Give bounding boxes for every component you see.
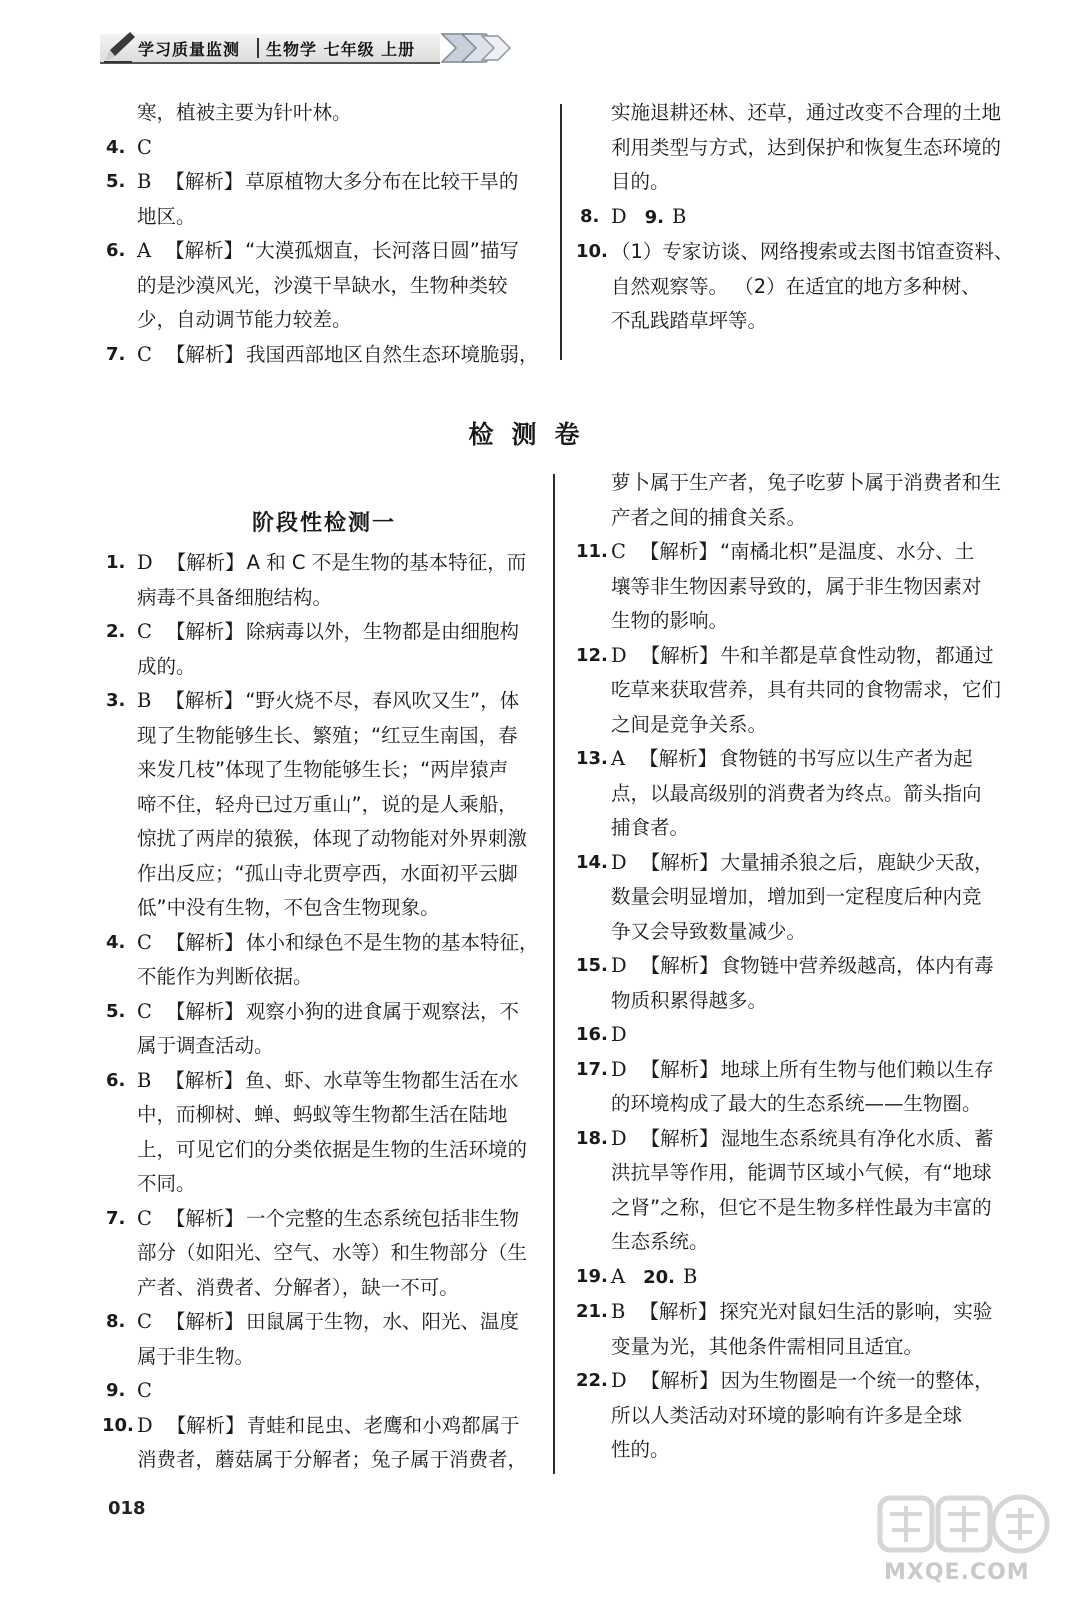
item-number: 3. [106, 690, 126, 711]
analysis-text: 地球上所有生物与他们赖以生存 [720, 1057, 994, 1081]
item-number: 11. [576, 541, 608, 562]
analysis-text: 观察小狗的进食属于观察法，不 [245, 999, 519, 1023]
item-number: 8. [106, 1311, 126, 1332]
analysis-tag: 【解析】 [165, 1310, 244, 1333]
item-number: 8. [580, 205, 600, 227]
analysis-text: 牛和羊都是草食性动物，都通过 [720, 643, 994, 667]
analysis-text: “南橘北枳”是温度、水分、土 [719, 540, 975, 563]
header-series-title: 学习质量监测 [138, 40, 241, 59]
analysis-tag: 【解析】 [639, 1300, 718, 1323]
item-answer: D [611, 1023, 627, 1046]
analysis-text: 除病毒以外，生物都是由细胞构 [245, 620, 519, 643]
answer-text: 自然观察等。 （2）在适宜的地方多种树、 [611, 274, 981, 298]
answer-item [106, 131, 542, 166]
continuation-text: 寒，植被主要为针叶林。 [137, 101, 352, 124]
analysis-text: 一个完整的生态系统包括非生物 [245, 1206, 519, 1230]
bottom-left-column [102, 506, 542, 1478]
page-number: 018 [108, 1498, 146, 1519]
item-answer: D [611, 1057, 627, 1081]
item-answer: D [611, 1369, 627, 1392]
item-number: 4. [106, 931, 126, 953]
continuation-line: 目的。 [611, 170, 670, 193]
item-number: 5. [106, 1000, 126, 1022]
item-number: 19. [576, 1265, 608, 1287]
page-header [100, 26, 540, 70]
answer-item [576, 639, 1020, 743]
item-number: 22. [576, 1370, 608, 1391]
answer-item [106, 234, 542, 338]
analysis-text: 属于调查活动。 [137, 1034, 274, 1057]
item-answer: B [611, 1300, 626, 1323]
answer-item [106, 1374, 542, 1409]
item-answer: C [137, 135, 152, 159]
item-number: 17. [576, 1058, 608, 1080]
analysis-text: 数量会明显增加，增加到一定程度后种内竞 [611, 885, 982, 908]
item-number: 15. [576, 955, 608, 976]
analysis-text: 田鼠属于生物，水、阳光、温度 [245, 1310, 519, 1333]
item-number: 5. [106, 171, 126, 192]
analysis-text: 来发几枝”体现了生物能够生长；“两岸猿声 [137, 758, 509, 781]
item-answer: D [611, 643, 627, 667]
analysis-text: A 和 C 不是生物的基本特征，而 [246, 551, 527, 574]
analysis-text: 所以人类活动对环境的影响有许多是全球 [611, 1403, 963, 1427]
item-answer: A [137, 239, 152, 262]
item-answer: C [137, 930, 152, 954]
analysis-text: 属于非生物。 [137, 1344, 255, 1368]
analysis-tag: 【解析】 [165, 239, 244, 262]
analysis-text: 洪抗旱等作用，能调节区域小气候，有“地球 [611, 1161, 992, 1184]
item-number: 13. [576, 748, 608, 769]
analysis-text: 之肾”之称，但它不是生物多样性最为丰富的 [611, 1195, 992, 1219]
analysis-tag: 【解析】 [640, 954, 719, 977]
analysis-text: 体小和绿色不是生物的基本特征， [245, 930, 539, 954]
analysis-tag: 【解析】 [640, 1057, 719, 1081]
item-answer: D [611, 850, 627, 874]
answer-item [106, 546, 542, 615]
analysis-text: 消费者，蘑菇属于分解者；兔子属于消费者， [137, 1448, 528, 1471]
watermark-text: MXQE.COM [884, 1560, 1030, 1585]
pen-icon [102, 28, 138, 64]
analysis-text: 啼不住，轻舟已过万重山”，说的是人乘船， [137, 792, 518, 816]
analysis-text: 草原植物大多分布在比较干旱的 [245, 170, 519, 193]
analysis-text: 之间是竞争关系。 [611, 712, 768, 736]
item-number: 18. [576, 1127, 608, 1149]
answer-text: 不乱践踏草坪等。 [611, 309, 768, 332]
analysis-tag: 【解析】 [640, 1369, 719, 1392]
top-left-column [106, 96, 542, 372]
analysis-tag: 【解析】 [640, 643, 719, 667]
analysis-tag: 【解析】 [165, 170, 244, 193]
column-divider-top [560, 104, 562, 360]
analysis-tag: 【解析】 [165, 342, 244, 366]
item-answer: B [137, 170, 152, 193]
analysis-tag: 【解析】 [165, 999, 244, 1023]
analysis-text: 物质积累得越多。 [611, 988, 768, 1012]
answer-item [576, 846, 1020, 950]
sub-title: 阶段性检测一 [251, 511, 396, 536]
analysis-text: 的环境构成了最大的生态系统——生物圈。 [611, 1092, 982, 1115]
analysis-tag: 【解析】 [165, 1206, 244, 1230]
item-number: 21. [576, 1301, 608, 1322]
answer-item [106, 1202, 542, 1306]
item-number: 2. [106, 621, 126, 642]
item-number: 1. [106, 552, 126, 573]
item-number: 10. [102, 1414, 134, 1436]
answer-item [576, 235, 1020, 339]
item-number: 16. [576, 1024, 608, 1045]
answer-item [106, 615, 542, 684]
analysis-tag: 【解析】 [165, 620, 244, 643]
item-number: 14. [576, 851, 608, 873]
item-answer: D [611, 954, 627, 977]
analysis-tag: 【解析】 [640, 850, 719, 874]
analysis-text: 生物的影响。 [611, 609, 729, 632]
analysis-text: 大量捕杀狼之后，鹿缺少天敌， [720, 850, 994, 874]
answer-item [106, 1305, 542, 1374]
answer-item [576, 949, 1020, 1018]
analysis-tag: 【解析】 [165, 689, 244, 712]
answer-item [576, 1053, 1020, 1122]
continuation-line: 萝卜属于生产者，兔子吃萝卜属于消费者和生 [611, 471, 1002, 494]
analysis-text: 食物链中营养级越高，体内有毒 [720, 954, 994, 977]
item-answer: B [137, 689, 152, 712]
analysis-text: 部分（如阳光、空气、水等）和生物部分（生 [137, 1241, 528, 1264]
item-number: 12. [576, 644, 608, 666]
header-separator [257, 38, 259, 58]
answer-item [106, 165, 542, 234]
analysis-text: 现了生物能够生长、繁殖；“红豆生南国，春 [137, 723, 518, 747]
column-divider-bottom [553, 474, 555, 1474]
item-answer: B [137, 1068, 152, 1092]
analysis-text: 探究光对鼠妇生活的影响，实验 [719, 1300, 993, 1323]
analysis-text: 性的。 [611, 1438, 670, 1461]
item-number: 9. [106, 1380, 126, 1401]
analysis-text: 变量为光，其他条件需相同且适宜。 [611, 1334, 924, 1358]
analysis-tag: 【解析】 [166, 551, 245, 574]
answer-item [576, 1364, 1020, 1468]
analysis-tag: 【解析】 [166, 1413, 245, 1437]
item-number: 10. [576, 241, 608, 262]
analysis-text: 捕食者。 [611, 816, 690, 839]
analysis-text: 成的。 [137, 654, 196, 678]
analysis-text: 吃草来获取营养，具有共同的食物需求，它们 [611, 678, 1002, 701]
item-answer: C [137, 620, 152, 643]
analysis-text: 作出反应；“孤山寺北贾亭西，水面初平云脚 [137, 861, 518, 885]
answer-item [576, 1295, 1020, 1364]
analysis-tag: 【解析】 [640, 1126, 719, 1150]
continuation-line: 产者之间的捕食关系。 [611, 505, 807, 529]
analysis-text: 鱼、虾、水草等生物都生活在水 [245, 1068, 519, 1092]
chevron-arrows-icon [440, 32, 520, 64]
answer-item [576, 535, 1020, 639]
analysis-text: 不同。 [137, 1172, 196, 1195]
analysis-text: 食物链的书写应以生产者为起 [719, 747, 973, 770]
item-answer: B [682, 1264, 698, 1288]
answer-item [576, 742, 1020, 846]
item-answer: C [137, 1310, 152, 1333]
item-answer: C [137, 1206, 152, 1230]
analysis-text: “大漠孤烟直，长河落日圆”描写 [245, 239, 519, 262]
item-answer: D [137, 551, 153, 574]
item-number: 9. [644, 206, 665, 228]
continuation-text [580, 96, 1020, 200]
continuation-line: 实施退耕还林、还草，通过改变不合理的土地 [611, 101, 1002, 124]
analysis-text: 惊扰了两岸的猿猴，体现了动物能对外界刺激 [137, 827, 528, 850]
item-answer: C [137, 999, 152, 1023]
analysis-text: 低”中没有生物，不包含生物现象。 [137, 896, 440, 919]
analysis-text: 的是沙漠风光，沙漠干旱缺水，生物种类较 [137, 273, 508, 297]
bottom-right-column [576, 466, 1020, 1468]
item-number: 4. [106, 136, 126, 158]
analysis-tag: 【解析】 [165, 930, 244, 954]
analysis-text: 少，自动调节能力较差。 [137, 308, 352, 331]
continuation-line: 利用类型与方式，达到保护和恢复生态环境的 [611, 135, 1002, 159]
item-number: 6. [106, 240, 126, 261]
analysis-text: 湿地生态系统具有净化水质、蓄 [720, 1126, 994, 1150]
analysis-tag: 【解析】 [165, 1068, 244, 1092]
analysis-text: 壤等非生物因素导致的，属于非生物因素对 [611, 574, 982, 598]
answer-item [580, 200, 1020, 236]
item-answer: A [611, 1264, 626, 1288]
analysis-text: 产者、消费者、分解者），缺一不可。 [137, 1275, 459, 1299]
analysis-text: 生态系统。 [611, 1230, 709, 1253]
analysis-text: 因为生物圈是一个统一的整体， [720, 1369, 994, 1392]
item-number: 7. [106, 1207, 126, 1229]
answer-item [576, 1260, 1020, 1296]
analysis-tag: 【解析】 [639, 747, 718, 770]
answer-item [106, 995, 542, 1064]
item-answer: C [611, 540, 626, 563]
analysis-text: 我国西部地区自然生态环境脆弱， [245, 342, 539, 366]
answer-item [106, 926, 542, 995]
answer-item [576, 1122, 1020, 1260]
answer-item [102, 1409, 542, 1478]
item-answer: D [137, 1413, 153, 1437]
answer-item [576, 1018, 1020, 1053]
item-answer: A [611, 747, 626, 770]
analysis-text: 中，而柳树、蝉、蚂蚁等生物都生活在陆地 [137, 1103, 508, 1126]
item-number: 6. [106, 1069, 126, 1091]
analysis-text: 不能作为判断依据。 [137, 965, 313, 988]
analysis-text: 点，以最高级别的消费者为终点。箭头指向 [611, 781, 982, 805]
analysis-text: 争又会导致数量减少。 [611, 919, 807, 943]
continuation-text [580, 466, 1020, 535]
section-title: 检测卷 [468, 420, 598, 449]
analysis-text: 上，可见它们的分类依据是生物的生活环境的 [137, 1137, 528, 1161]
item-number: 20. [643, 1266, 675, 1288]
item-answer: C [137, 342, 152, 366]
item-answer: D [611, 1126, 627, 1150]
item-answer: D [611, 204, 627, 228]
item-answer: B [672, 204, 687, 228]
top-right-column [576, 96, 1020, 339]
analysis-tag: 【解析】 [639, 540, 718, 563]
item-answer: C [137, 1379, 152, 1402]
analysis-text: “野火烧不尽，春风吹又生”，体 [245, 689, 520, 712]
analysis-text: 青蛙和昆虫、老鹰和小鸡都属于 [246, 1413, 520, 1437]
item-number: 7. [106, 343, 126, 365]
answer-text: （1）专家访谈、网络搜索或去图书馆查资料、 [611, 240, 1014, 263]
answer-item [106, 684, 542, 926]
answer-item [106, 338, 542, 373]
analysis-text: 地区。 [137, 204, 196, 228]
answer-item [106, 1064, 542, 1202]
header-subject: 生物学 七年级 上册 [266, 40, 416, 59]
analysis-text: 病毒不具备细胞结构。 [137, 585, 333, 609]
